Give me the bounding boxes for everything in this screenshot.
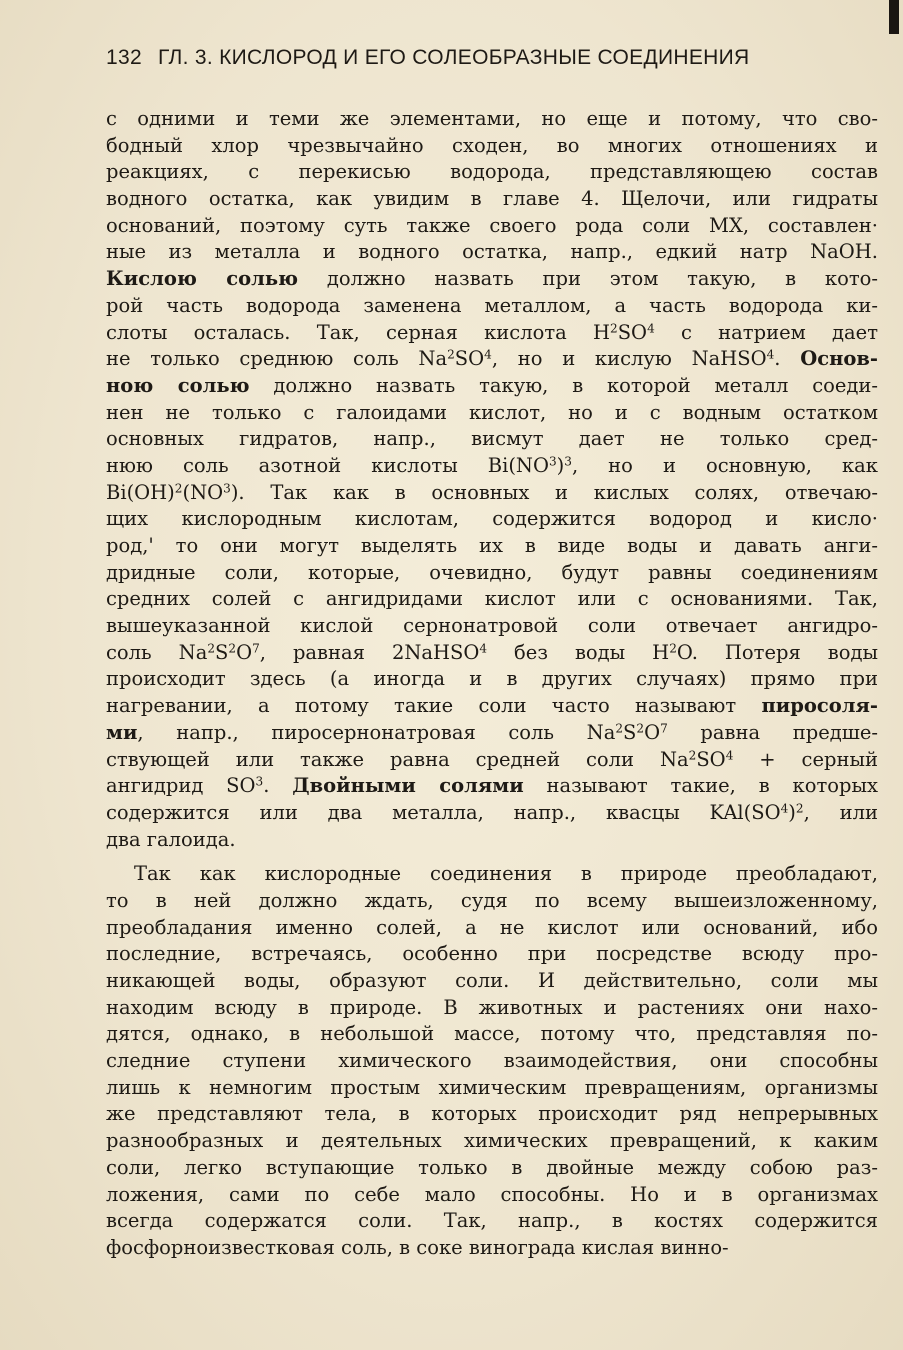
text-run: преобладания именно солей, а не кислот или оснований, ибо bbox=[106, 915, 878, 939]
text-run: Так как кислородные соединения в природе преобладают, bbox=[134, 862, 878, 886]
superscript-index: 3 bbox=[548, 454, 557, 469]
text-run: находим всюду в природе. В животных и растениях они нахо- bbox=[106, 995, 878, 1019]
text-line bbox=[106, 266, 878, 293]
paragraph bbox=[106, 861, 878, 1261]
paragraph-gap bbox=[106, 853, 878, 861]
text-line bbox=[106, 888, 878, 915]
text-run: оснований, поэтому суть также своего рода соли MX, составлен· bbox=[106, 213, 878, 237]
text-run: O. Потеря воды bbox=[676, 640, 878, 664]
text-line bbox=[106, 693, 878, 720]
superscript-index: 4 bbox=[780, 801, 789, 816]
text-run: Bi(OH) bbox=[106, 480, 175, 504]
superscript-index: 3 bbox=[223, 480, 231, 495]
text-line bbox=[106, 320, 878, 347]
text-run: SO bbox=[696, 747, 726, 771]
chapter-title: ГЛ. 3. КИСЛОРОД И ЕГО СОЛЕОБРАЗНЫЕ СОЕДИНЕНИЯ bbox=[158, 46, 750, 69]
body-text bbox=[106, 106, 878, 1262]
text-line bbox=[106, 1208, 878, 1235]
text-run: реакциях, с перекисью водорода, представляющею состав bbox=[106, 160, 878, 184]
text-run: SO bbox=[617, 320, 648, 344]
text-run: род,' то они могут выделять их в виде воды и давать анги- bbox=[106, 534, 878, 557]
text-run: всегда содержатся соли. Так, напр., в костях содержится bbox=[106, 1209, 878, 1233]
text-run: не только среднюю соль Na bbox=[106, 347, 448, 371]
text-line bbox=[106, 666, 878, 693]
text-run: происходит здесь (а иногда и в других случаях) прямо при bbox=[106, 667, 878, 691]
superscript-index: 3 bbox=[255, 774, 264, 789]
text-run: бодный хлор чрезвычайно сходен, во многих отношениях и bbox=[106, 133, 878, 157]
superscript-index: 2 bbox=[174, 480, 183, 495]
bold-term: пиросоля- bbox=[761, 694, 878, 718]
text-line bbox=[106, 560, 878, 587]
text-line bbox=[106, 1021, 878, 1048]
page-number: 132 bbox=[106, 46, 142, 69]
text-line bbox=[106, 213, 878, 240]
bold-term: Кислою солью bbox=[106, 267, 299, 291]
paragraph bbox=[106, 106, 878, 853]
superscript-index: 2 bbox=[669, 641, 677, 656]
text-run: с натрием дает bbox=[654, 320, 879, 344]
bold-term: Двойными солями bbox=[292, 774, 524, 798]
text-run: водного остатка, как увидим в главе 4. Щелочи, или гидраты bbox=[106, 187, 878, 211]
text-run: содержится или два металла, напр., квасцы KAl(SO bbox=[106, 800, 781, 824]
text-run: ствующей или также равна средней соли Na bbox=[106, 747, 689, 771]
text-run: (NO bbox=[182, 480, 224, 504]
superscript-index: 2 bbox=[688, 747, 697, 762]
text-run: , но и кислую NaHSO bbox=[491, 347, 767, 371]
text-line bbox=[106, 106, 878, 133]
text-run: вышеуказанной кислой сернонатровой соли отвечает ангидро- bbox=[106, 614, 878, 638]
superscript-index: 4 bbox=[647, 320, 655, 335]
text-line bbox=[106, 1235, 878, 1262]
text-run: соли, легко вступающие только в двойные между собою раз- bbox=[106, 1155, 878, 1179]
text-run: то в ней должно ждать, судя по всему вышеизложенному, bbox=[106, 888, 878, 912]
text-run: O bbox=[236, 640, 253, 664]
text-run: SO bbox=[454, 347, 485, 371]
text-run: разнообразных и деятельных химических превращений, к каким bbox=[106, 1129, 878, 1153]
text-line bbox=[106, 861, 878, 888]
superscript-index: 2 bbox=[795, 801, 804, 816]
superscript-index: 2 bbox=[615, 721, 624, 736]
text-line bbox=[106, 1075, 878, 1102]
text-run: лишь к немногим простым химическим превращениям, организмы bbox=[106, 1075, 878, 1099]
text-run: ) bbox=[788, 800, 796, 824]
superscript-index: 4 bbox=[766, 347, 775, 362]
text-line bbox=[106, 995, 878, 1022]
text-line bbox=[106, 293, 878, 320]
bold-term: ми bbox=[106, 720, 138, 744]
text-line bbox=[106, 400, 878, 427]
text-run: с одними и теми же элементами, но еще и потому, что сво- bbox=[106, 107, 878, 130]
text-run: S bbox=[215, 640, 229, 664]
text-run: дридные соли, которые, очевидно, будут равны соединениям bbox=[106, 560, 878, 584]
text-run: равна предше- bbox=[667, 720, 879, 744]
text-line bbox=[106, 586, 878, 613]
text-run: нюю соль азотной кислоты Bi(NO bbox=[106, 453, 549, 477]
text-line bbox=[106, 426, 878, 453]
text-line bbox=[106, 1101, 878, 1128]
text-line bbox=[106, 720, 878, 747]
text-run: два галоида. bbox=[106, 827, 236, 851]
text-run: фосфорноизвестковая соль, в соке винограда кислая винно- bbox=[106, 1235, 729, 1259]
text-line bbox=[106, 827, 878, 854]
text-run: средних солей с ангидридами кислот или с основаниями. Так, bbox=[106, 587, 878, 611]
text-run: никающей воды, образуют соли. И действительно, соли мы bbox=[106, 969, 878, 992]
text-line bbox=[106, 640, 878, 667]
superscript-index: 2 bbox=[447, 347, 455, 362]
text-line bbox=[106, 800, 878, 827]
text-run: , напр., пиросернонатровая соль Na bbox=[137, 720, 616, 744]
text-run: ) bbox=[556, 453, 565, 477]
text-line bbox=[106, 346, 878, 373]
text-line bbox=[106, 1128, 878, 1155]
text-line bbox=[106, 239, 878, 266]
text-line bbox=[106, 186, 878, 213]
text-line bbox=[106, 773, 878, 800]
text-run: . bbox=[263, 774, 293, 798]
text-run: же представляют тела, в которых происходит ряд непрерывных bbox=[106, 1102, 878, 1126]
text-run: последние, встречаясь, особенно при посредстве всюду про- bbox=[106, 942, 878, 966]
text-line bbox=[106, 159, 878, 186]
text-run: соль Na bbox=[106, 640, 208, 664]
text-line bbox=[106, 613, 878, 640]
text-line bbox=[106, 915, 878, 942]
text-line bbox=[106, 1155, 878, 1182]
text-run: основных гидратов, напр., висмут дает не только сред- bbox=[106, 427, 878, 451]
text-run: O bbox=[644, 720, 661, 744]
text-run: называют такие, в которых bbox=[523, 774, 878, 798]
text-run: , но и основную, как bbox=[571, 453, 878, 477]
superscript-index: 2 bbox=[610, 320, 618, 335]
text-run: S bbox=[623, 720, 637, 744]
text-run: . bbox=[774, 347, 801, 371]
superscript-index: 4 bbox=[484, 347, 492, 362]
text-line bbox=[106, 506, 878, 533]
superscript-index: 2 bbox=[207, 641, 216, 656]
text-run: слоты осталась. Так, серная кислота H bbox=[106, 320, 611, 344]
text-run: ). Так как в основных и кислых солях, отвечаю- bbox=[230, 480, 878, 504]
text-run: рой часть водорода заменена металлом, а часть водорода ки- bbox=[106, 293, 878, 317]
text-line bbox=[106, 453, 878, 480]
superscript-index: 3 bbox=[564, 454, 572, 469]
running-header bbox=[106, 46, 851, 76]
text-line bbox=[106, 747, 878, 774]
text-run: дятся, однако, в небольшой массе, потому что, представляя по- bbox=[106, 1022, 878, 1046]
text-run: должно назвать такую, в которой металл соеди- bbox=[249, 373, 879, 397]
text-line bbox=[106, 1048, 878, 1075]
text-run: , или bbox=[803, 800, 878, 824]
text-run: ные из металла и водного остатка, напр., едкий натр NaOH. bbox=[106, 240, 878, 264]
text-run: щих кислородным кислотам, содержится водород и кисло· bbox=[106, 507, 878, 531]
text-line bbox=[106, 968, 878, 995]
text-line bbox=[106, 373, 878, 400]
text-line bbox=[106, 533, 878, 560]
superscript-index: 2 bbox=[228, 641, 237, 656]
text-run: ложения, сами по себе мало способны. Но и в организмах bbox=[106, 1182, 878, 1206]
text-line bbox=[106, 1182, 878, 1209]
scan-edge-mark bbox=[889, 0, 899, 34]
text-run: нагревании, а потому такие соли часто называют bbox=[106, 694, 762, 718]
bold-term: Основ- bbox=[800, 347, 878, 371]
superscript-index: 4 bbox=[725, 747, 734, 762]
superscript-index: 4 bbox=[479, 641, 488, 656]
superscript-index: 7 bbox=[660, 721, 668, 736]
text-line bbox=[106, 480, 878, 507]
text-run: следние ступени химического взаимодействия, они способны bbox=[106, 1049, 878, 1073]
text-run: должно назвать при этом такую, в кото- bbox=[298, 267, 878, 291]
bold-term: ною солью bbox=[106, 373, 250, 397]
text-run: + серный bbox=[733, 747, 878, 771]
text-run: нен не только с галоидами кислот, но и с водным остатком bbox=[106, 400, 878, 424]
text-line bbox=[106, 941, 878, 968]
text-run: без воды H bbox=[487, 640, 670, 664]
superscript-index: 2 bbox=[636, 721, 645, 736]
text-line bbox=[106, 133, 878, 160]
text-run: , равная 2NaHSO bbox=[259, 640, 480, 664]
superscript-index: 7 bbox=[252, 641, 260, 656]
text-run: ангидрид SO bbox=[106, 774, 256, 798]
